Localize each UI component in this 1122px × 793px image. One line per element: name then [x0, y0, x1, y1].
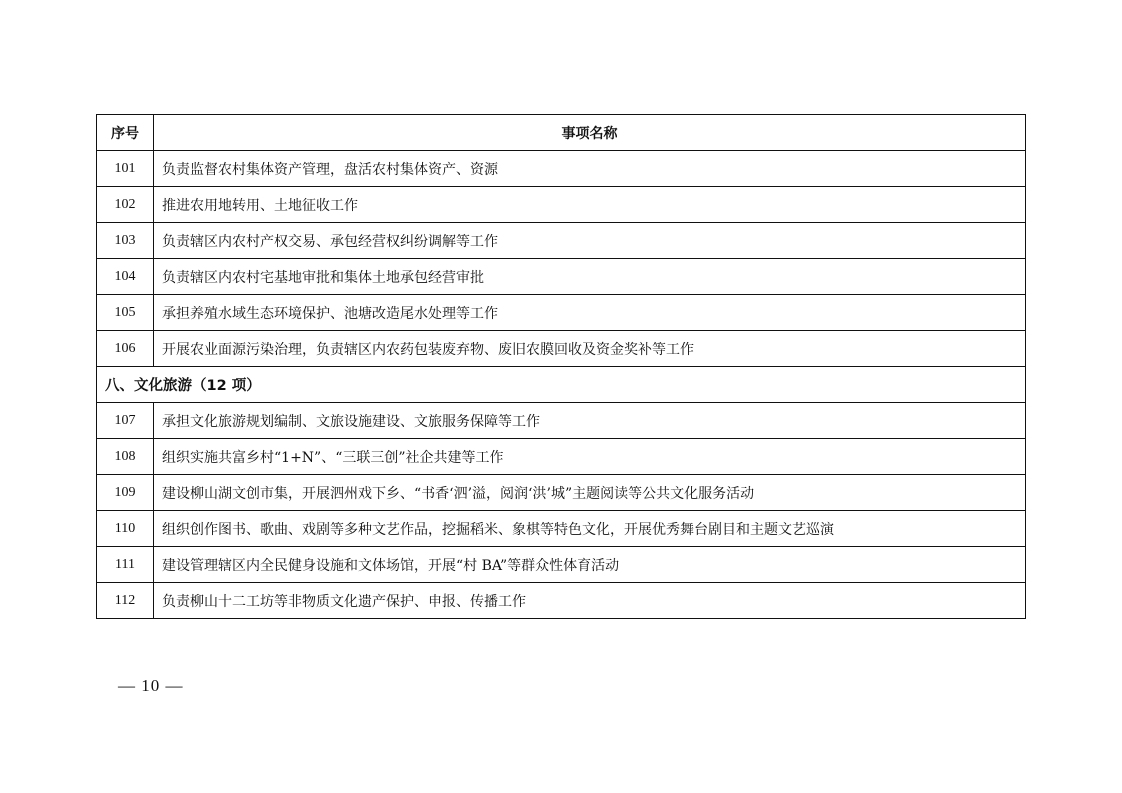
table-row: [97, 151, 1026, 187]
table-row: [97, 295, 1026, 331]
row-serial-number: 101: [97, 151, 154, 187]
section-row: [97, 367, 1026, 403]
row-serial-number: 111: [97, 547, 154, 583]
row-serial-number: 109: [97, 475, 154, 511]
row-serial-number: 107: [97, 403, 154, 439]
items-table: [96, 114, 1026, 619]
row-serial-number: 104: [97, 259, 154, 295]
header-serial-number: 序号: [97, 115, 154, 151]
row-serial-number: 105: [97, 295, 154, 331]
table-body: [97, 151, 1026, 619]
table-row: [97, 223, 1026, 259]
table-row: [97, 187, 1026, 223]
table-row: [97, 547, 1026, 583]
table-header-row: [97, 115, 1026, 151]
table-row: [97, 583, 1026, 619]
table-row: [97, 511, 1026, 547]
row-item-name: 开展农业面源污染治理，负责辖区内农药包装废弃物、废旧农膜回收及资金奖补等工作: [154, 331, 1026, 367]
row-item-name: 组织创作图书、歌曲、戏剧等多种文艺作品，挖掘稻米、象棋等特色文化，开展优秀舞台剧目和主题文艺巡演: [154, 511, 1026, 547]
row-item-name: 建设柳山湖文创市集，开展泗州戏下乡、“书香‘泗’溢，阅润‘洪’城”主题阅读等公共文化服务活动: [154, 475, 1026, 511]
row-serial-number: 112: [97, 583, 154, 619]
row-item-name: 推进农用地转用、土地征收工作: [154, 187, 1026, 223]
table-row: [97, 475, 1026, 511]
row-item-name: 组织实施共富乡村“1+N”、“三联三创”社企共建等工作: [154, 439, 1026, 475]
row-serial-number: 106: [97, 331, 154, 367]
page-number: — 10 —: [118, 676, 184, 695]
row-serial-number: 110: [97, 511, 154, 547]
row-item-name: 承担养殖水域生态环境保护、池塘改造尾水处理等工作: [154, 295, 1026, 331]
table-row: [97, 331, 1026, 367]
header-item-name: 事项名称: [154, 115, 1026, 151]
row-item-name: 负责柳山十二工坊等非物质文化遗产保护、申报、传播工作: [154, 583, 1026, 619]
row-item-name: 负责辖区内农村宅基地审批和集体土地承包经营审批: [154, 259, 1026, 295]
section-title: 八、文化旅游（12 项）: [97, 367, 1026, 403]
row-item-name: 负责辖区内农村产权交易、承包经营权纠纷调解等工作: [154, 223, 1026, 259]
row-serial-number: 102: [97, 187, 154, 223]
row-item-name: 承担文化旅游规划编制、文旅设施建设、文旅服务保障等工作: [154, 403, 1026, 439]
table-row: [97, 439, 1026, 475]
row-serial-number: 103: [97, 223, 154, 259]
row-item-name: 负责监督农村集体资产管理，盘活农村集体资产、资源: [154, 151, 1026, 187]
row-serial-number: 108: [97, 439, 154, 475]
table-row: [97, 259, 1026, 295]
row-item-name: 建设管理辖区内全民健身设施和文体场馆，开展“村 BA”等群众性体育活动: [154, 547, 1026, 583]
table-row: [97, 403, 1026, 439]
